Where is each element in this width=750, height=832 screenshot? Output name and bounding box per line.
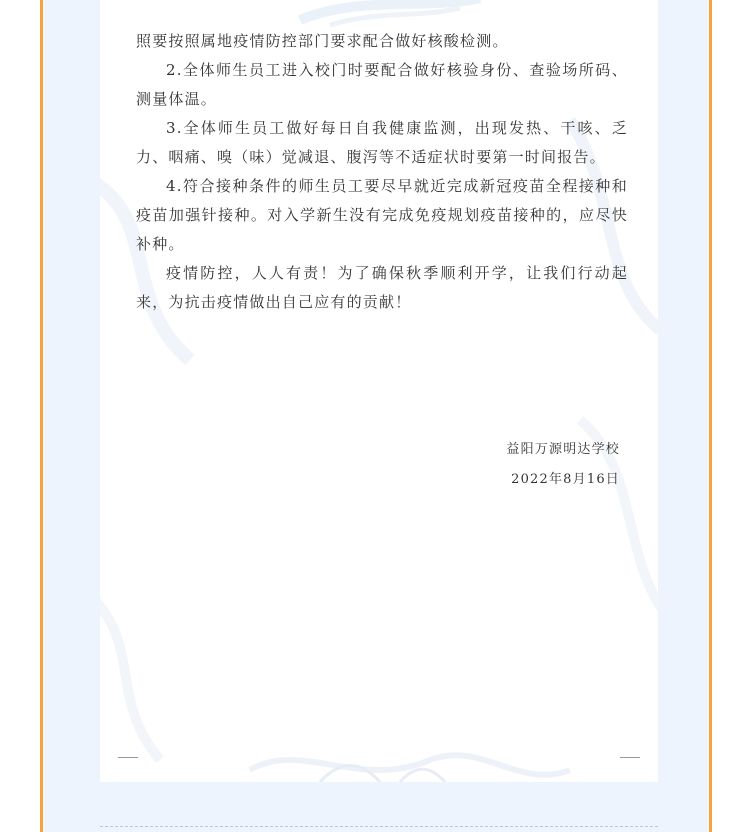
paragraph-1: 2.全体师生员工进入校门时要配合做好核验身份、查验场所码、测量体温。 [136, 61, 628, 108]
corner-mark-left [118, 757, 138, 758]
paragraph-2: 3.全体师生员工做好每日自我健康监测，出现发热、干咳、乏力、咽痛、嗅（味）觉减退、腹泻等不适症状时要第一时间报告。 [136, 119, 628, 166]
signature-school: 益阳万源明达学校 [506, 442, 620, 457]
notice-content [136, 27, 628, 495]
signature-date: 2022年8月16日 [511, 472, 620, 487]
dashed-divider [100, 826, 658, 827]
paragraph-4: 疫情防控，人人有责！为了确保秋季顺利开学，让我们行动起来，为抗击疫情做出自己应有的贡献！ [136, 264, 628, 311]
paragraph-0: 照要按照属地疫情防控部门要求配合做好核酸检测。 [136, 32, 509, 50]
paragraph-3: 4.符合接种条件的师生员工要尽早就近完成新冠疫苗全程接种和疫苗加强针接种。对入学新生没有完成免疫规划疫苗接种的，应尽快补种。 [136, 177, 628, 253]
spacer [136, 317, 628, 435]
corner-mark-right [620, 757, 640, 758]
notice-paper [100, 0, 658, 782]
